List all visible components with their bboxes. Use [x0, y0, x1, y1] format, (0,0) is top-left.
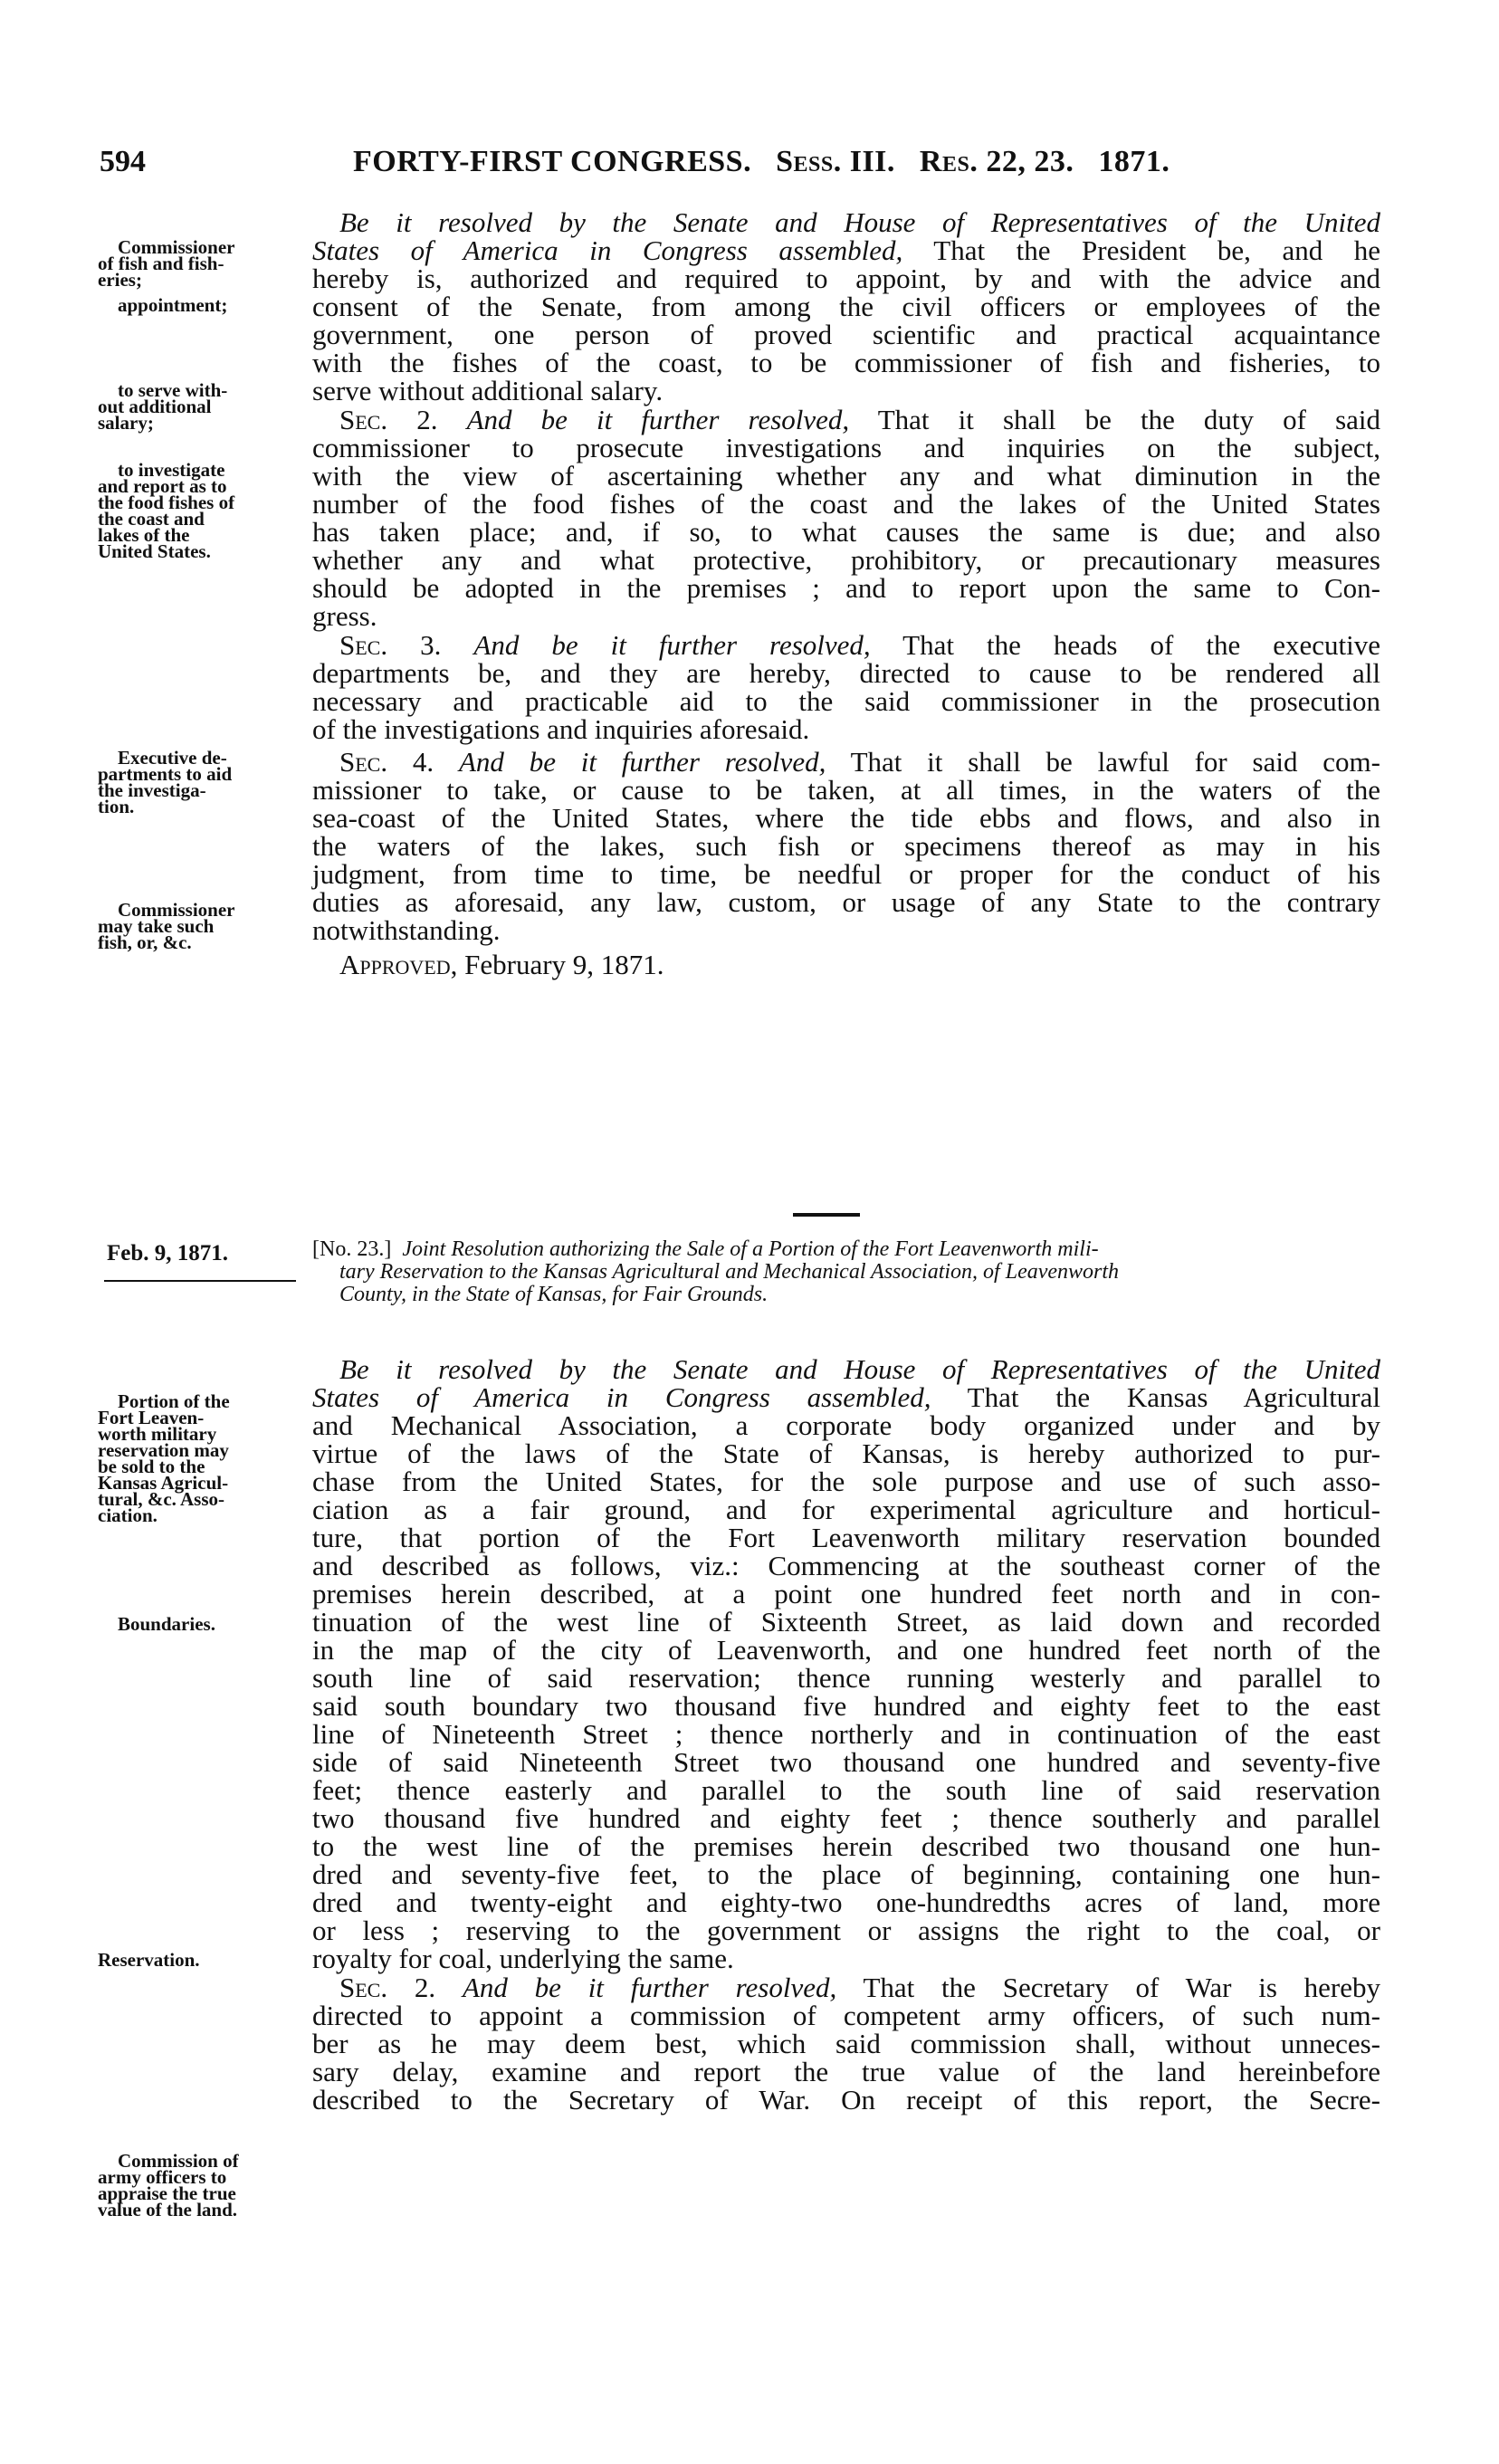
res22-body-line: serve without additional salary.: [312, 375, 664, 406]
section-italic: And be it further resolved,: [473, 629, 871, 661]
margin-note-line: be sold to the: [98, 1456, 205, 1477]
res23-body-line: to the west line of the premises herein described two thousand one hun-: [312, 1830, 1380, 1862]
margin-note-commission: [98, 2150, 304, 2220]
res23-body-line: two thousand five hundred and eighty feet ; thence southerly and parallel: [312, 1802, 1380, 1834]
res23-title-line-2: [312, 1261, 1353, 1284]
res22-body-line: consent of the Senate, from among the civil officers or employees of the: [312, 291, 1380, 322]
date-underline: [104, 1280, 296, 1282]
res22-sec4-heading: [312, 748, 1380, 776]
margin-note-line: appointment;: [118, 294, 228, 316]
res23-sec2-line: ber as he may deem best, which said commission shall, without unneces-: [312, 2028, 1380, 2059]
enacting-clause-text: That the Kansas Agricultural: [931, 1381, 1380, 1413]
margin-note-line: eries;: [98, 269, 142, 291]
margin-note-line: value of the land.: [98, 2199, 238, 2220]
margin-note-line: Executive de-: [118, 747, 227, 769]
margin-note-line: Fort Leaven-: [98, 1407, 205, 1428]
margin-note-line: Commissioner: [118, 899, 235, 921]
congress-title: FORTY-FIRST CONGRESS.: [353, 145, 752, 178]
res22-sec2-line: with the view of ascertaining whether any and what diminution in the: [312, 460, 1380, 492]
res23-sec2-line: sary delay, examine and report the true value of the land hereinbefore: [312, 2056, 1380, 2087]
enacting-clause-italic: States of America in Congress assembled,: [312, 1381, 931, 1413]
res22-sec2-line: should be adopted in the premises ; and to report upon the same to Con-: [312, 572, 1380, 604]
margin-note-line: Kansas Agricul-: [98, 1472, 229, 1494]
res23-body-line: south line of said reservation; thence running westerly and parallel to: [312, 1662, 1380, 1694]
res23-title-line-1: [312, 1238, 1353, 1261]
margin-note-serve: [98, 379, 304, 434]
res22-sec4-line: duties as aforesaid, any law, custom, or usage of any State to the contrary: [312, 886, 1380, 918]
approved-label: Approved,: [339, 949, 458, 980]
res22-sec3-line: necessary and practicable aid to the said commissioner in the prosecution: [312, 685, 1380, 717]
res23-body-line: ture, that portion of the Fort Leavenworth military reservation bounded: [312, 1522, 1380, 1553]
res22-sec2-line: whether any and what protective, prohibitory, or precautionary measures: [312, 544, 1380, 576]
margin-note-line: out additional: [98, 396, 212, 417]
res22-sec4-line: the waters of the lakes, such fish or specimens thereof as may in his: [312, 830, 1380, 862]
res23-sec2-line: directed to appoint a commission of competent army officers, of such num-: [312, 2000, 1380, 2031]
margin-note-line: Commission of: [118, 2150, 239, 2172]
res23-title-line-3: [312, 1284, 1353, 1306]
res22-enacting-line-1: [312, 208, 1380, 236]
res23-body-line: or less ; reserving to the government or assigns the right to the coal, or: [312, 1915, 1380, 1946]
title-text: Joint Resolution authorizing the Sale of a Portion of the Fort Leavenworth mili-: [402, 1237, 1099, 1261]
res23-body-line: and described as follows, viz.: Commencing at the southeast corner of the: [312, 1550, 1380, 1581]
margin-note-line: partments to aid: [98, 763, 233, 785]
margin-note-line: of fish and fish-: [98, 253, 224, 274]
res23-body-line: chase from the United States, for the sole purpose and use of such asso-: [312, 1466, 1380, 1497]
enacting-clause-italic: Be it resolved by the Senate and House of Representatives of the United: [339, 1353, 1380, 1385]
margin-note-line: reservation may: [98, 1439, 229, 1461]
res23-sec2-line: described to the Secretary of War. On receipt of this report, the Secre-: [312, 2084, 1380, 2115]
res23-body-line: and Mechanical Association, a corporate body organized under and by: [312, 1409, 1380, 1441]
session-label: Sess. III.: [776, 145, 895, 178]
res23-title: [312, 1238, 1353, 1306]
enacting-clause-italic: Be it resolved by the Senate and House of Representatives of the United: [339, 206, 1380, 238]
res22-sec2-line: has taken place; and, if so, to what causes the same is due; and also: [312, 516, 1380, 548]
title-text: County, in the State of Kansas, for Fair Grounds.: [339, 1283, 769, 1306]
resolution-number: [No. 23.]: [312, 1237, 392, 1261]
res23-body-line: line of Nineteenth Street ; thence northerly and in continuation of the east: [312, 1718, 1380, 1750]
margin-note-line: army officers to: [98, 2166, 227, 2188]
res22-body-line: government, one person of proved scientific and practical acquaintance: [312, 319, 1380, 350]
res22-sec4-line: sea-coast of the United States, where the tide ebbs and flows, and also in: [312, 802, 1380, 834]
margin-note-reservation: [98, 1949, 304, 1971]
margin-note-line: United States.: [98, 540, 211, 562]
margin-note-line: tion.: [98, 796, 135, 817]
res23-body-line: royalty for coal, underlying the same.: [312, 1943, 734, 1974]
title-text: tary Reservation to the Kansas Agricultural and Mechanical Association, of Leavenworth: [339, 1260, 1120, 1284]
margin-note-executive: [98, 747, 304, 817]
header-year: 1871.: [1098, 145, 1170, 178]
res23-sec2-heading: [312, 1973, 1380, 2001]
section-label: Sec. 3.: [339, 629, 442, 661]
margin-note-line: may take such: [98, 915, 215, 937]
res23-body-line: side of said Nineteenth Street two thousand one hundred and seventy-five: [312, 1746, 1380, 1778]
enacting-clause-italic: States of America in Congress assembled,: [312, 234, 903, 266]
res23-body-line: feet; thence easterly and parallel to the south line of said reservation: [312, 1774, 1380, 1806]
margin-note-line: Portion of the: [118, 1390, 230, 1412]
page-header: [100, 145, 1385, 190]
margin-note-line: the investiga-: [98, 779, 206, 801]
page-number: 594: [100, 145, 146, 178]
section-label: Sec. 2.: [339, 1972, 436, 2003]
res23-body-line: dred and seventy-five feet, to the place of beginning, containing one hun-: [312, 1858, 1380, 1890]
margin-note-portion: [98, 1390, 304, 1526]
section-label: Sec. 2.: [339, 404, 438, 435]
margin-note-line: Commissioner: [118, 236, 235, 258]
margin-note-line: Reservation.: [98, 1949, 200, 1971]
margin-note-line: ciation.: [98, 1504, 158, 1526]
section-italic: And be it further resolved,: [458, 746, 826, 778]
margin-note-take-fish: [98, 899, 304, 953]
section-text: That it shall be the duty of said: [849, 404, 1381, 435]
margin-note-line: and report as to: [98, 475, 227, 497]
resolutions-label: Res. 22, 23.: [919, 145, 1074, 178]
res22-sec2-heading: [312, 406, 1380, 434]
res22-sec2-line: commissioner to prosecute investigations and inquiries on the subject,: [312, 432, 1380, 463]
res22-sec4-line: notwithstanding.: [312, 914, 501, 946]
res22-enacting-line-2: [312, 236, 1380, 264]
section-text: That it shall be lawful for said com-: [826, 746, 1380, 778]
margin-note-line: fish, or, &c.: [98, 931, 192, 953]
res23-body-line: premises herein described, at a point one hundred feet north and in con-: [312, 1578, 1380, 1609]
section-text: That the heads of the executive: [870, 629, 1381, 661]
section-italic: And be it further resolved,: [466, 404, 850, 435]
margin-note-boundaries: [98, 1613, 304, 1635]
section-italic: And be it further resolved,: [462, 1972, 837, 2003]
res22-sec3-line: departments be, and they are hereby, directed to cause to be rendered all: [312, 657, 1380, 689]
res22-sec2-line: gress.: [312, 600, 377, 632]
res23-body-line: said south boundary two thousand five hundred and eighty feet to the east: [312, 1690, 1380, 1722]
running-title: [353, 145, 1170, 179]
res22-approved: [312, 950, 1380, 979]
margin-note-line: tural, &c. Asso-: [98, 1488, 224, 1510]
res22-sec3-heading: [312, 631, 1380, 659]
res23-enacting-line-2: [312, 1383, 1380, 1411]
margin-note-line: to serve with-: [118, 379, 228, 401]
approved-date: February 9, 1871.: [457, 949, 664, 980]
res22-sec4-line: judgment, from time to time, be needful or proper for the conduct of his: [312, 858, 1380, 890]
margin-note-line: the coast and: [98, 508, 205, 530]
margin-note-line: worth military: [98, 1423, 217, 1445]
section-text: That the Secretary of War is hereby: [836, 1972, 1381, 2003]
res23-enacting-line-1: [312, 1355, 1380, 1383]
margin-note-line: appraise the true: [98, 2182, 236, 2204]
margin-note-appointment: [98, 294, 304, 316]
res23-body-line: tinuation of the west line of Sixteenth Street, as laid down and recorded: [312, 1606, 1380, 1638]
margin-note-line: Boundaries.: [118, 1613, 215, 1635]
margin-note-line: to investigate: [118, 459, 225, 481]
margin-note-line: lakes of the: [98, 524, 190, 546]
margin-note-line: the food fishes of: [98, 492, 235, 513]
enacting-clause-text: That the President be, and he: [902, 234, 1380, 266]
res23-body-line: in the map of the city of Leavenworth, and one hundred feet north of the: [312, 1634, 1380, 1666]
margin-note-line: salary;: [98, 412, 154, 434]
section-separator-rule: [793, 1213, 860, 1217]
res23-body-line: dred and twenty-eight and eighty-two one-hundredths acres of land, more: [312, 1886, 1380, 1918]
res22-sec2-line: number of the food fishes of the coast and the lakes of the United States: [312, 488, 1380, 520]
res22-body-line: with the fishes of the coast, to be commissioner of fish and fisheries, to: [312, 347, 1380, 378]
res22-body-line: hereby is, authorized and required to appoint, by and with the advice and: [312, 263, 1380, 294]
margin-note-commissioner: [98, 236, 304, 291]
res23-body-line: ciation as a fair ground, and for experimental agriculture and horticul-: [312, 1494, 1380, 1525]
margin-note-investigate: [98, 459, 304, 562]
section-label: Sec. 4.: [339, 746, 434, 778]
res23-body-line: virtue of the laws of the State of Kansas, is hereby authorized to pur-: [312, 1437, 1380, 1469]
res22-sec4-line: missioner to take, or cause to be taken, at all times, in the waters of the: [312, 774, 1380, 806]
res22-sec3-line: of the investigations and inquiries aforesaid.: [312, 713, 810, 745]
res23-date: Feb. 9, 1871.: [107, 1241, 229, 1265]
